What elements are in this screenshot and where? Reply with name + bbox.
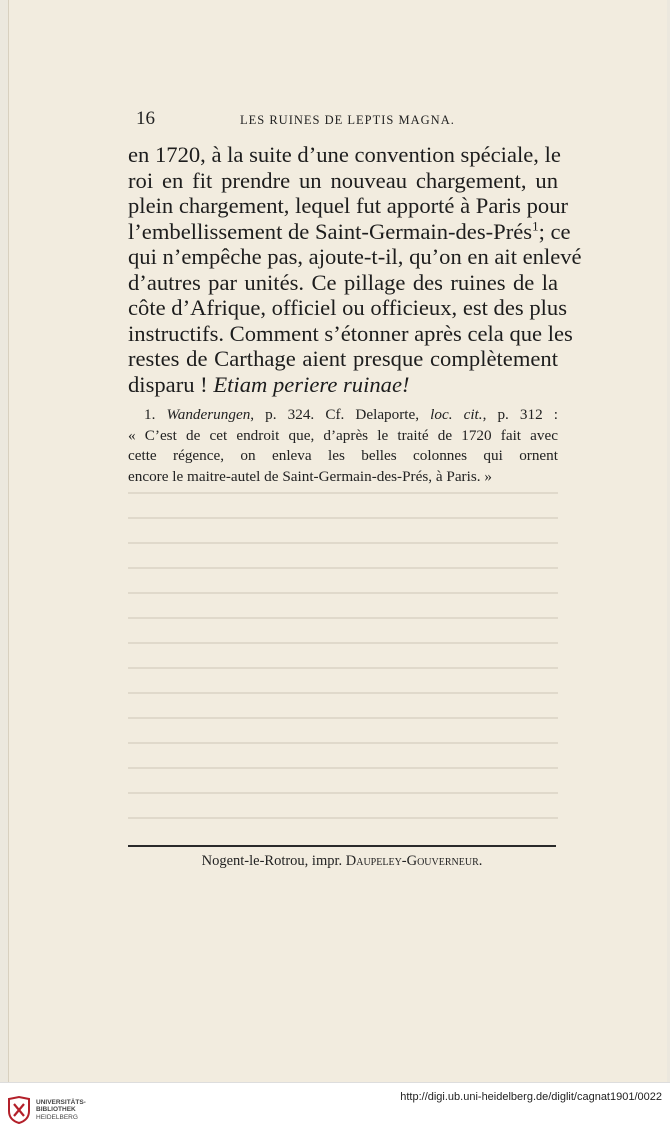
body-line-text: ; ce xyxy=(538,218,571,244)
imprint-printer: Daupeley-Gouverneur. xyxy=(345,853,483,869)
body-line: d’autres par unités. Ce pillage des ruines de la xyxy=(128,269,558,295)
running-title: LES RUINES DE LEPTIS MAGNA. xyxy=(240,113,455,127)
library-seal-icon xyxy=(6,1095,32,1125)
body-line: côte d’Afrique, officiel ou officieux, est des plus xyxy=(128,295,567,320)
body-line: en 1720, à la suite d’une convention spéciale, le xyxy=(128,142,561,167)
footnote xyxy=(128,405,558,487)
show-through-bleed xyxy=(128,480,558,840)
footnote-number: 1. xyxy=(144,406,156,423)
body-paragraph xyxy=(128,142,582,397)
latin-quote: Etiam periere ruinae! xyxy=(213,371,410,397)
viewer-footer xyxy=(0,1082,670,1133)
imprint-rule xyxy=(128,845,556,847)
printer-imprint xyxy=(128,853,556,870)
body-line: instructifs. Comment s’étonner après cela que les xyxy=(128,320,573,346)
library-logo[interactable] xyxy=(6,1095,86,1125)
library-name xyxy=(36,1099,86,1122)
body-line: plein chargement, lequel fut apporté à Paris pour xyxy=(128,193,569,218)
footnote-text: , p. 324. Cf. Delaporte, xyxy=(250,406,431,423)
permalink-url[interactable]: http://digi.ub.uni-heidelberg.de/diglit/cagnat1901/0022 xyxy=(400,1091,662,1103)
footnote-line: « C’est de cet endroit que, d’après le traité de 1720 fait avec xyxy=(128,426,558,444)
footnote-line: cette régence, on enleva les belles colonnes qui ornent xyxy=(128,447,558,464)
body-line: qui n’empêche pas, ajoute-t-il, qu’on en ait enlevé xyxy=(128,244,582,269)
page-number: 16 xyxy=(136,108,155,129)
imprint-place: Nogent-le-Rotrou, impr. xyxy=(201,853,346,869)
library-name-line: BIBLIOTHEK xyxy=(36,1106,76,1114)
body-line: roi en fit prendre un nouveau chargement, un xyxy=(128,167,558,193)
footnote-text: , p. 312 : xyxy=(482,406,559,423)
library-name-line: HEIDELBERG xyxy=(36,1113,78,1121)
body-line: restes de Carthage aient presque complètement xyxy=(128,346,558,371)
body-line-text: l’embellissement de Saint-Germain-des-Prés xyxy=(128,218,533,244)
footnote-loc-cit: loc. cit. xyxy=(430,406,483,423)
body-line xyxy=(128,217,571,245)
footnote-work-title: Wanderungen xyxy=(166,406,251,423)
body-line-text: disparu ! xyxy=(128,371,214,397)
footnote-reference: 1 xyxy=(532,217,539,233)
footnote-line xyxy=(128,405,558,426)
library-name-line: UNIVERSITÄTS- xyxy=(36,1098,86,1106)
footnote-line: encore le maitre-autel de Saint-Germain-des-Prés, à Paris. » xyxy=(128,467,492,485)
running-head xyxy=(136,108,566,130)
body-line xyxy=(128,372,558,398)
